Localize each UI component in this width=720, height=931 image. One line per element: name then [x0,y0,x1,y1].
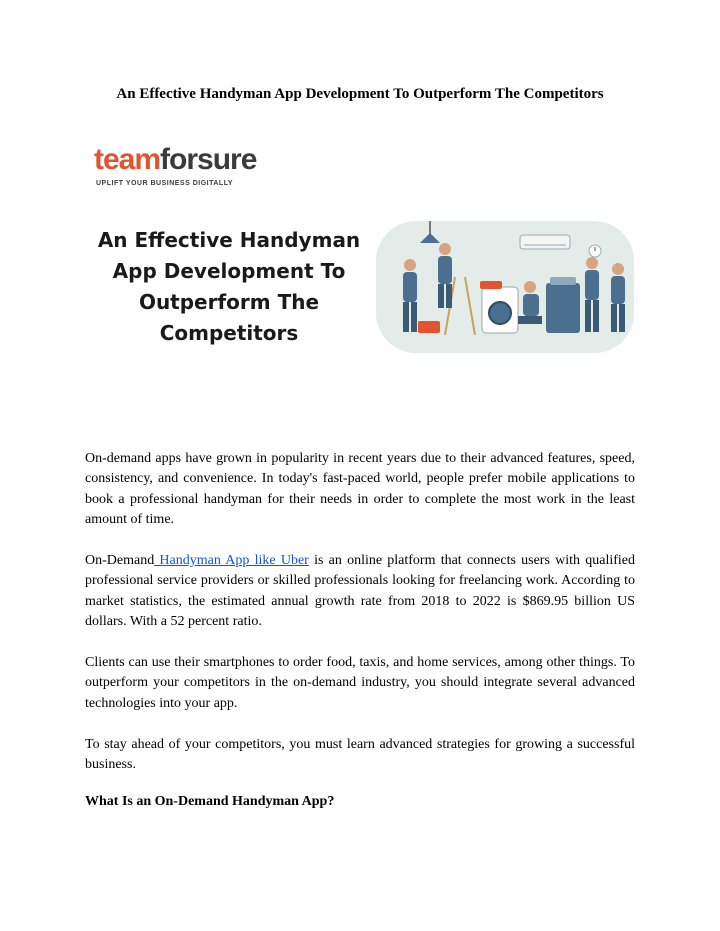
logo-word-team: team [94,143,161,176]
sink-cabinet-icon [546,277,580,333]
hero-banner [80,133,640,365]
hero-heading-line: Competitors [159,321,299,345]
paragraph-intro: On-demand apps have grown in popularity in recent years due to their advanced features, speed, consistency, and convenience. In today's fast-paced world, people prefer mobile applications to book a professional handyman for their needs in order to complete the most work in the least amount of time. [85,451,635,528]
washing-machine-icon [480,281,518,333]
hero-heading [80,225,378,349]
paragraph-rest: is an online platform that connects users with qualified professional service providers or skilled professionals looking for freelancing work. According to market statistics, the estimated annual growth rate from 2018 to 2022 is $869.95 billion US dollars. With a 52 percent ratio. [85,553,635,630]
paragraph-strategies: To stay ahead of your competitors, you must learn advanced strategies for growing a successful business. [85,736,635,773]
logo-word-forsure: forsure [160,143,257,176]
article-body [85,449,635,796]
paragraph-lead: On-Demand [85,553,155,569]
clock-icon [589,245,601,257]
air-conditioner-icon [520,235,570,249]
document-title: An Effective Handyman App Development To Outperform The Competitors [116,86,604,102]
handyman-illustration [370,217,640,357]
logo-wordmark [94,143,256,177]
hero-heading-line: App Development To [112,259,346,283]
paragraph-clients: Clients can use their smartphones to order food, taxis, and home services, among other things. To outperform your competitors in the on-demand industry, you should integrate several advanced technologies into your app. [85,655,635,711]
handyman-app-link[interactable]: Handyman App like Uber [154,553,309,569]
toolbox-icon [418,321,440,333]
logo-tagline: UPLIFT YOUR BUSINESS DIGITALLY [96,180,233,187]
section-heading: What Is an On-Demand Handyman App? [85,794,335,809]
teamforsure-logo [94,143,264,193]
hero-heading-line: Outperform The [138,290,320,314]
hero-heading-line: An Effective Handyman [97,228,361,252]
paragraph-handyman-app [85,551,635,633]
